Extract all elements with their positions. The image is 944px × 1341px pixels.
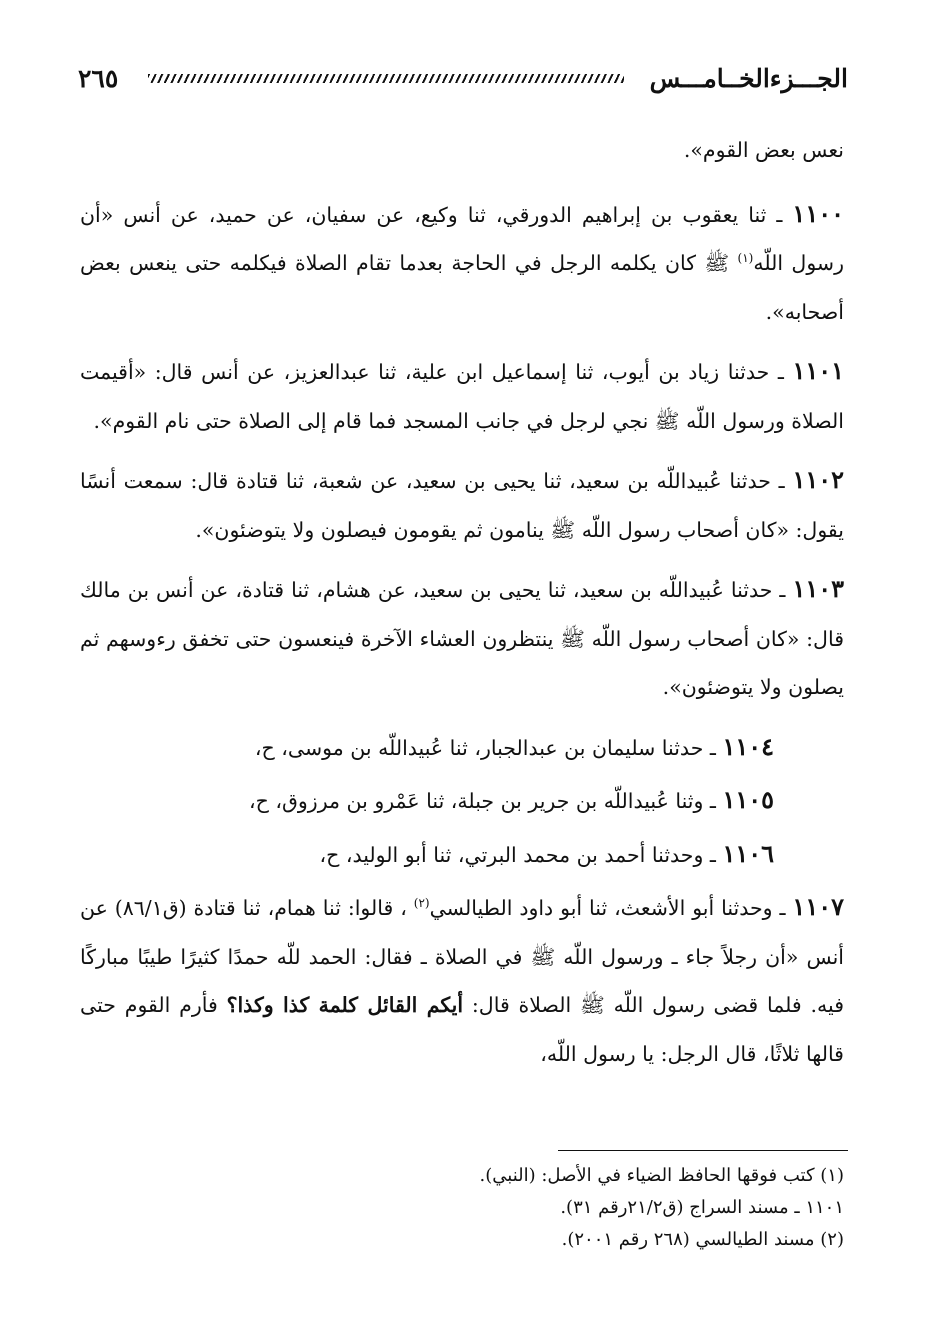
paragraph-continuation [80,126,844,175]
hadith-number: ١١٠٧ [792,892,844,921]
paragraph-text: ـ وحدثنا أبو الأشعث، ثنا أبو داود الطيالسي [429,896,786,920]
paragraph-text: ﷺ كان يكلمه الرجل في الحاجة بعدما تقام الصلاة فيكلمه حتى ينعس بعض أصحابه». [80,251,844,324]
bold-phrase: أيكم القائل كلمة كذا وكذا؟ [226,993,464,1017]
hadith-1107 [80,883,844,1078]
hadith-1103 [80,565,844,712]
footnote-source-1101: ١١٠١ ـ مسند السراج (ق٢١/٢رقم ٣١). [560,1197,844,1218]
body-text [80,126,844,1089]
footnote-divider [558,1150,848,1151]
paragraph-text: ـ ثنا يعقوب بن إبراهيم الدورقي، ثنا وكيع، عن سفيان، عن حميد، عن أنس «أن رسول اللّه [80,202,844,275]
paragraph-text: ، قالوا: ثنا همام، ثنا قتادة (ق٨٦/١) عن أنس «أن رجلاً جاء ـ ورسول اللّه ﷺ في الصلاة ـ فقال: الحمد للّه حمدًا كثيرًا طيبًا مباركًا فيه. فلما قضى رسول اللّه ﷺ الصلاة قال: [80,896,844,1017]
hadith-1104 [80,723,844,773]
hadith-number: ١١٠١ [792,356,844,385]
header-rule [148,74,623,83]
hadith-1100 [80,190,844,337]
paragraph-text: ـ حدثنا عُبيداللّه بن سعيد، ثنا يحيى بن سعيد، عن هشام، ثنا قتادة، عن أنس بن مالك قال: «كان أصحاب رسول اللّه ﷺ ينتظرون العشاء الآخرة فينعسون حتى تخفق رءوسهم ثم يصلون ولا يتوضئون». [80,578,844,699]
footnote-1: (١) كتب فوقها الحافظ الضياء في الأصل: (النبي). [479,1165,844,1186]
page-number: ٢٦٥ [78,63,119,93]
paragraph-text: نعس بعض القوم». [683,138,844,162]
paragraph-text: فأرم القوم حتى قالها ثلاثًا، قال الرجل: يا رسول اللّه، [80,993,844,1066]
hadith-number: ١١٠٢ [792,465,844,494]
paragraph-text: ـ وثنا عُبيداللّه بن جرير بن جبلة، ثنا عَمْرو بن مرزوق، ح، [249,789,716,813]
paragraph-text: ـ حدثنا عُبيداللّه بن سعيد، ثنا يحيى بن سعيد، عن شعبة، ثنا قتادة قال: سمعت أنسًا يقول: «كان أصحاب رسول اللّه ﷺ ينامون ثم يقومون فيصلون ولا يتوضئون». [80,469,844,542]
footnote-marker: (١) [737,251,754,266]
hadith-number: ١١٠٦ [722,838,774,868]
hadith-number: ١١٠٥ [722,785,774,814]
hadith-1105 [80,776,844,826]
paragraph-text: ـ حدثنا زياد بن أيوب، ثنا إسماعيل ابن علية، ثنا عبدالعزيز، عن أنس قال: «أقيمت الصلاة ورسول اللّه ﷺ نجي لرجل في جانب المسجد فما قام إلى الصلاة حتى نام القوم». [80,360,844,433]
running-title: الجـــزءالخــامـــس [649,63,848,93]
hadith-1106 [80,830,844,880]
hadith-number: ١١٠٠ [792,198,844,228]
footnote-marker: (٢) [413,896,430,911]
page-header [78,58,848,98]
paragraph-text: ـ وحدثنا أحمد بن محمد البرتي، ثنا أبو الوليد، ح، [319,842,716,867]
footnotes [80,1160,844,1256]
footnote-2: (٢) مسند الطيالسي (٢٦٨ رقم ٢٠٠١). [561,1229,844,1250]
hadith-1102 [80,456,844,554]
hadith-number: ١١٠٤ [722,731,774,761]
hadith-1101 [80,347,844,445]
paragraph-text: ـ حدثنا سليمان بن عبدالجبار، ثنا عُبيداللّه بن موسى، ح، [254,735,716,760]
hadith-number: ١١٠٣ [792,574,844,603]
